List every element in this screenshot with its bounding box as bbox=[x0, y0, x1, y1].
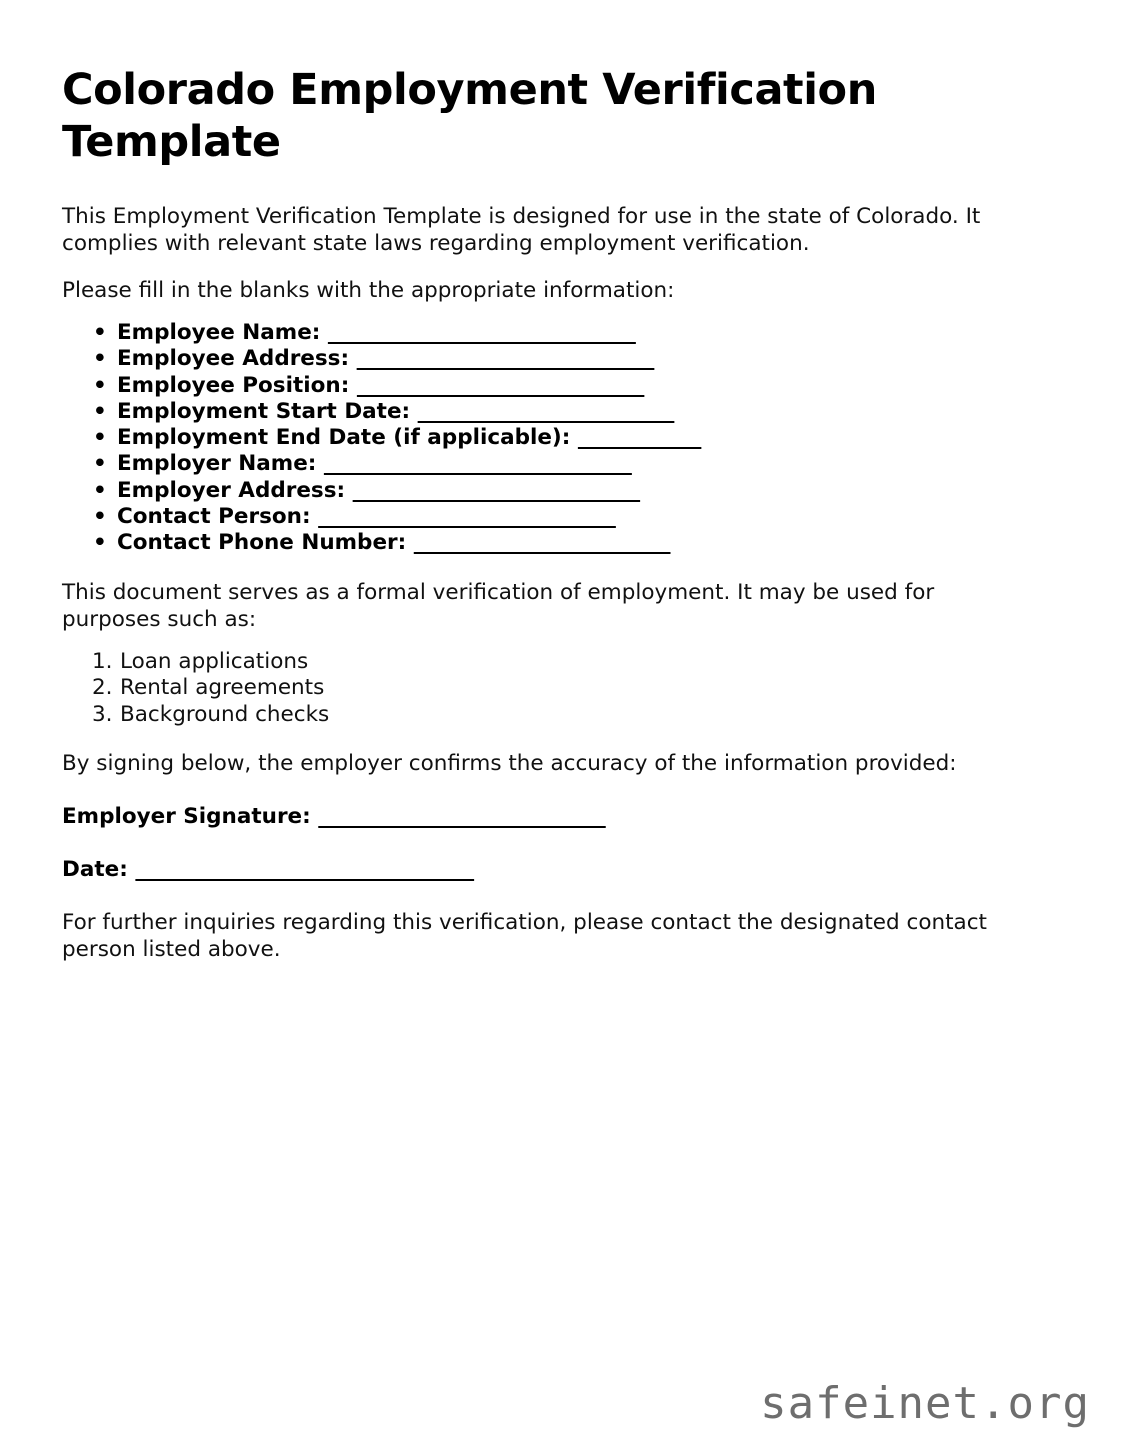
field-label: Employer Address: bbox=[117, 477, 346, 503]
bullet-icon: • bbox=[93, 398, 107, 424]
list-marker: 2. bbox=[92, 675, 113, 701]
list-item bbox=[62, 702, 1007, 729]
spacer bbox=[62, 633, 1007, 649]
field-blank[interactable]: _________________________ bbox=[417, 398, 674, 424]
bullet-icon: • bbox=[93, 320, 107, 345]
spacer bbox=[62, 304, 1007, 320]
list-item bbox=[62, 373, 1007, 399]
instruction-paragraph: Please fill in the blanks with the appropriate information: bbox=[62, 278, 675, 303]
field-label: Employment Start Date: bbox=[117, 398, 411, 424]
field-label: Employee Name: bbox=[117, 320, 321, 345]
purposes-list bbox=[62, 649, 1007, 729]
field-label: Contact Person: bbox=[117, 504, 311, 530]
date-blank[interactable]: _________________________________ bbox=[135, 857, 474, 883]
list-marker: 1. bbox=[92, 648, 113, 674]
spacer bbox=[62, 728, 1007, 750]
field-label: Employee Position: bbox=[117, 372, 350, 398]
date-label: Date: bbox=[62, 857, 128, 883]
list-item bbox=[62, 399, 1007, 425]
list-item bbox=[62, 649, 1007, 676]
list-item bbox=[62, 675, 1007, 702]
list-item bbox=[62, 478, 1007, 504]
field-blank[interactable]: _____________________________ bbox=[356, 346, 654, 372]
field-blank[interactable]: ____________ bbox=[577, 425, 701, 451]
field-blank[interactable]: _____________________________ bbox=[318, 504, 616, 530]
site-watermark: safeinet.org bbox=[760, 1378, 1090, 1429]
spacer bbox=[62, 557, 1007, 579]
field-blank[interactable]: ______________________________ bbox=[323, 451, 632, 477]
date-line bbox=[62, 856, 1007, 883]
list-marker: 3. bbox=[92, 701, 113, 727]
spacer bbox=[62, 168, 1007, 203]
fill-in-fields-list bbox=[62, 320, 1007, 557]
field-label: Employment End Date (if applicable): bbox=[117, 425, 571, 451]
document-content bbox=[62, 64, 1007, 963]
intro-paragraph: This Employment Verification Template is designed for use in the state of Colorado. It complies with relevant state laws regarding employment verification. bbox=[62, 204, 981, 256]
field-blank[interactable]: ____________________________ bbox=[356, 372, 644, 398]
list-item bbox=[62, 451, 1007, 477]
list-item-label: Rental agreements bbox=[120, 675, 325, 701]
bullet-icon: • bbox=[93, 425, 107, 451]
field-blank[interactable]: _________________________ bbox=[413, 530, 670, 556]
field-blank[interactable]: ______________________________ bbox=[327, 320, 636, 345]
employer-signature-label: Employer Signature: bbox=[62, 804, 311, 830]
spacer bbox=[62, 257, 1007, 277]
list-item bbox=[62, 425, 1007, 451]
spacer bbox=[62, 830, 1007, 856]
page-title: Colorado Employment Verification Template bbox=[62, 65, 877, 167]
closing-paragraph: For further inquiries regarding this verification, please contact the designated contact person listed above. bbox=[62, 910, 987, 963]
field-label: Employer Name: bbox=[117, 451, 317, 477]
spacer bbox=[62, 883, 1007, 909]
bullet-icon: • bbox=[93, 346, 107, 372]
employer-signature-blank[interactable]: ____________________________ bbox=[318, 804, 606, 830]
field-label: Employee Address: bbox=[117, 346, 350, 372]
bullet-icon: • bbox=[93, 530, 107, 556]
bullet-icon: • bbox=[93, 504, 107, 530]
bullet-icon: • bbox=[93, 451, 107, 477]
field-blank[interactable]: ____________________________ bbox=[352, 477, 640, 503]
bullet-icon: • bbox=[93, 372, 107, 398]
field-label: Contact Phone Number: bbox=[117, 530, 407, 556]
bullet-icon: • bbox=[93, 477, 107, 503]
purpose-paragraph: This document serves as a formal verification of employment. It may be used for purposes such as: bbox=[62, 579, 935, 632]
list-item bbox=[62, 320, 1007, 346]
list-item-label: Background checks bbox=[120, 701, 330, 727]
list-item bbox=[62, 346, 1007, 372]
spacer bbox=[62, 777, 1007, 803]
employer-signature-line bbox=[62, 803, 1007, 830]
list-item bbox=[62, 530, 1007, 556]
list-item bbox=[62, 504, 1007, 530]
list-item-label: Loan applications bbox=[120, 648, 309, 674]
signing-paragraph: By signing below, the employer confirms the accuracy of the information provided: bbox=[62, 751, 957, 777]
